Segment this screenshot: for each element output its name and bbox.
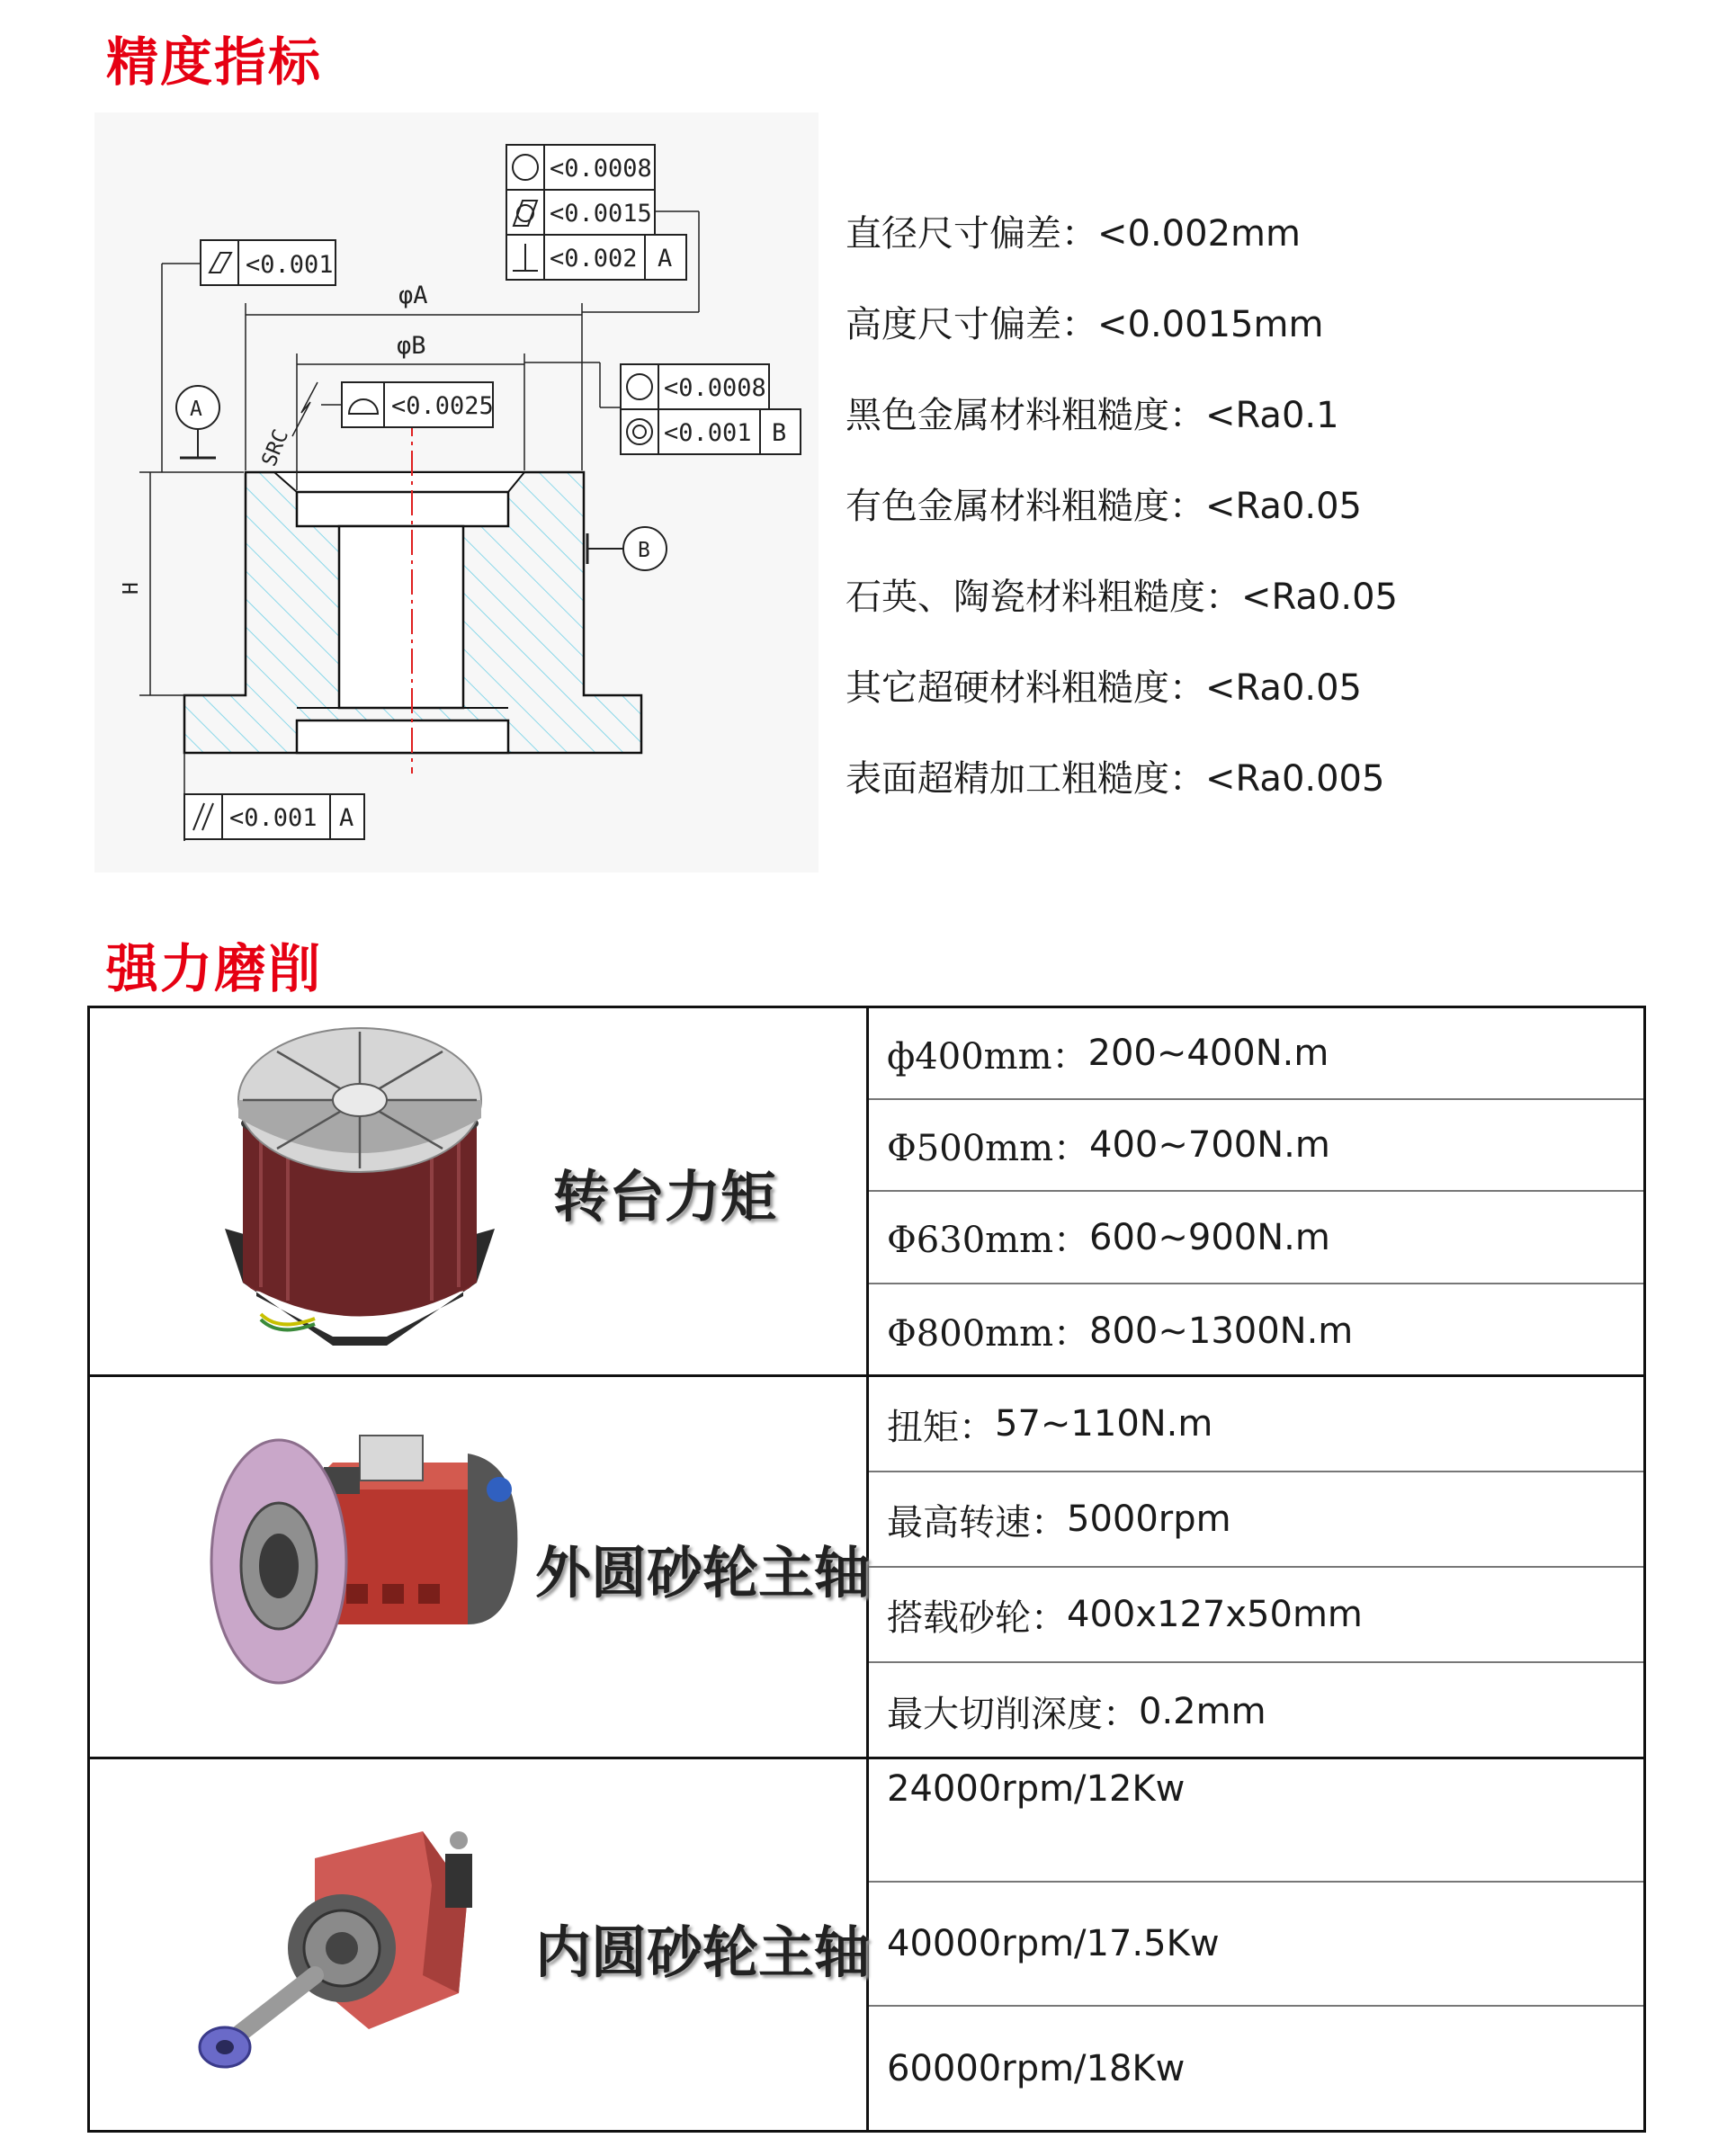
fcf-right-concentricity: <0.001 xyxy=(664,419,752,447)
fcf-parallelism-datum: A xyxy=(339,804,354,832)
spec-item: 有色金属材料粗糙度：<Ra0.05 xyxy=(846,486,1363,527)
table-cell: ф400mm： 200~400N.m xyxy=(869,1008,1643,1100)
dim-h: H xyxy=(120,582,143,595)
part-cross-section xyxy=(184,411,641,774)
fcf-top-stack xyxy=(506,145,699,312)
spec-item: 直径尺寸偏差：<0.002mm xyxy=(846,213,1301,255)
table-cell: 24000rpm/12Kw xyxy=(869,1759,1643,1883)
accuracy-section-title: 精度指标 xyxy=(106,31,323,93)
fcf-top-datum: A xyxy=(658,245,673,273)
external-spindle-cell xyxy=(90,1377,869,1757)
sr-label: SRC xyxy=(257,425,294,470)
internal-spindle-cell xyxy=(90,1759,869,2130)
internal-spindle-title: 内圆砂轮主轴 xyxy=(535,1919,871,1985)
spec-item: 高度尺寸偏差：<0.0015mm xyxy=(846,304,1324,345)
fcf-right-datum: B xyxy=(772,419,787,447)
datum-b-label: B xyxy=(638,539,650,562)
table-cell: 40000rpm/17.5Kw xyxy=(869,1883,1643,2007)
accuracy-spec-list xyxy=(846,202,1700,838)
dim-phi-a: φA xyxy=(398,282,428,309)
grinding-spec-table xyxy=(87,1006,1646,2133)
fcf-top-cylindricity: <0.0015 xyxy=(550,200,652,228)
table-cell: 最高转速： 5000rpm xyxy=(869,1472,1643,1568)
spec-item: 石英、陶瓷材料粗糙度：<Ra0.05 xyxy=(846,577,1399,618)
datum-a-label: A xyxy=(190,398,202,421)
precision-drawing xyxy=(94,112,819,872)
rotary-table-cell xyxy=(90,1008,869,1374)
table-cell: Φ500mm： 400~700N.m xyxy=(869,1100,1643,1192)
spec-item: 表面超精加工粗糙度：<Ra0.005 xyxy=(846,758,1385,800)
internal-spindle-image xyxy=(189,1804,495,2092)
fcf-flatness-value: <0.001 xyxy=(246,251,334,279)
table-cell: 搭载砂轮： 400x127x50mm xyxy=(869,1568,1643,1663)
fcf-profile-value: <0.0025 xyxy=(391,392,494,420)
rotary-table-title: 转台力矩 xyxy=(553,1164,777,1230)
table-cell: 最大切削深度： 0.2mm xyxy=(887,1690,1266,1735)
external-spindle-title: 外圆砂轮主轴 xyxy=(535,1540,871,1606)
grinding-section-title: 强力磨削 xyxy=(106,938,323,999)
external-spindle-image xyxy=(198,1418,531,1705)
fcf-right-stack xyxy=(524,362,801,454)
fcf-parallelism-value: <0.001 xyxy=(229,804,318,832)
fcf-right-circularity: <0.0008 xyxy=(664,374,766,402)
table-cell: Φ630mm： 600~900N.m xyxy=(869,1192,1643,1284)
spec-item: 黑色金属材料粗糙度：<Ra0.1 xyxy=(846,395,1339,436)
table-row-internal-spindle xyxy=(90,1759,1643,2130)
table-cell: Φ800mm： 800~1300N.m xyxy=(887,1310,1354,1355)
fcf-profile xyxy=(321,382,494,427)
table-cell: 扭矩： 57~110N.m xyxy=(869,1377,1643,1472)
fcf-parallelism xyxy=(184,753,364,841)
fcf-top-perpendicularity: <0.002 xyxy=(550,245,638,273)
rotary-table-image xyxy=(207,1026,513,1359)
spec-item: 其它超硬材料粗糙度：<Ra0.05 xyxy=(846,667,1363,709)
fcf-top-circularity: <0.0008 xyxy=(550,155,652,183)
fcf-flatness xyxy=(162,240,336,472)
table-row-external-spindle xyxy=(90,1377,1643,1759)
table-row-rotary-table xyxy=(90,1008,1643,1377)
dim-phi-b: φB xyxy=(397,332,426,360)
table-cell: 60000rpm/18Kw xyxy=(887,2047,1186,2089)
